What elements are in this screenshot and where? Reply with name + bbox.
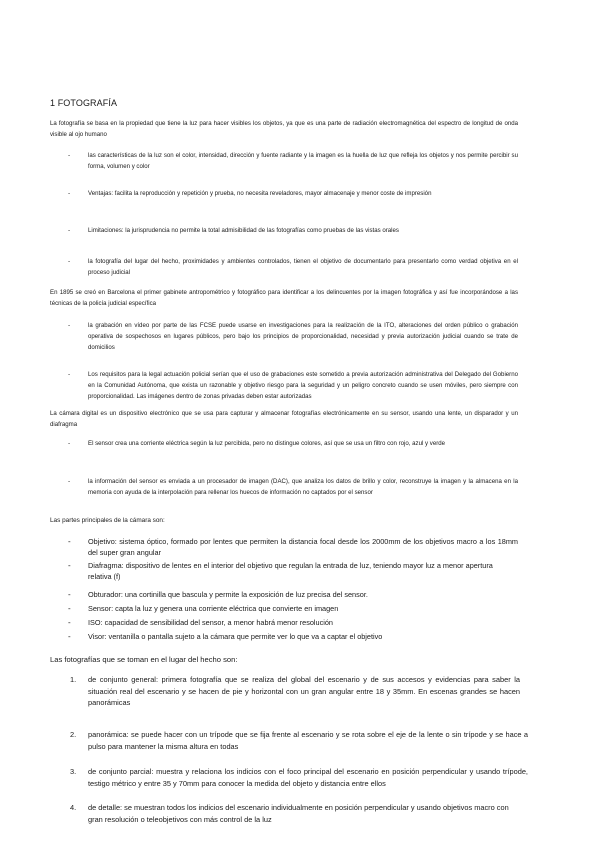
list-marker: - — [68, 152, 71, 159]
list-item: la grabación en vídeo por parte de las FCSE puede usarse en investigaciones para la realización de la ITO, alteraciones del orden público o grabación operativa de sospechosos en lugares públicos, pero bajo los principios de proporcionalidad, necesidad y previa autorización judicial cuando se trate de domicilios — [88, 322, 518, 351]
list-marker: - — [68, 561, 71, 570]
list-item: la información del sensor es enviada a un procesador de imagen (DAC), que analiza los datos de brillo y color, reconstruye la imagen y la almacena en la memoria con ayuda de la interpolación para rellenar los huecos de información no captados por el sensor — [88, 478, 518, 496]
shots-title: Las fotografías que se toman en el lugar del hecho son: — [50, 655, 238, 664]
list-item: Ventajas: facilita la reproducción y repetición y prueba, no necesita reveladores, mayor almacenaje y menor coste de impresión — [88, 190, 432, 197]
list-number: 2. — [70, 730, 77, 739]
list-item: la fotografía del lugar del hecho, proximidades y ambientes controlados, tienen el objetivo de documentarlo para presentarlo como verdad objetiva en el proceso judicial — [88, 258, 518, 276]
list-marker: - — [68, 440, 71, 447]
list-marker: - — [68, 604, 71, 613]
list-number: 4. — [70, 803, 77, 812]
list-item: Los requisitos para la legal actuación policial serían que el uso de grabaciones este sometido a previa autorización administrativa del Delegado del Gobierno en la Comunidad Autónoma, que exista un razonable y objetivo riesgo para la seguridad y un peligro concreto cuando se usen móviles, pero siempre con proporcionalidad. Las imágenes dentro de zonas privadas deben estar autorizadas — [88, 371, 518, 400]
list-item: las características de la luz son el color, intensidad, dirección y fuente radiante y la imagen es la huella de luz que refleja los objetos y nos permite percibir su forma, volumen y color — [88, 152, 518, 170]
list-item: Objetivo: sistema óptico, formado por lentes que permiten la distancia focal desde los 2000mm de los objetivos macro a los 18mm del super gran angular — [88, 537, 518, 557]
list-marker: - — [68, 537, 71, 546]
parts-title: Las partes principales de la cámara son: — [50, 517, 165, 524]
list-marker: - — [68, 258, 71, 265]
list-marker: - — [68, 227, 71, 234]
list-marker: - — [68, 478, 71, 485]
list-number: 3. — [70, 767, 77, 776]
list-item: ISO: capacidad de sensibilidad del sensor, a menor habrá menor resolución — [88, 618, 333, 627]
list-item: Sensor: capta la luz y genera una corriente eléctrica que convierte en imagen — [88, 604, 339, 613]
camera-intro-paragraph: La cámara digital es un dispositivo electrónico que se usa para capturar y almacenar fotografías electrónicamente en su sensor, usando una lente, un disparador y un diafragma — [50, 410, 518, 428]
list-marker: - — [68, 322, 71, 329]
section-heading: 1 FOTOGRAFÍA — [50, 98, 118, 108]
list-item: de conjunto parcial: muestra y relaciona los indicios con el foco principal del escenario en posición perpendicular y usando trípode, testigo métrico y entre 35 y 70mm para conocer la medida del objeto y distancia entre ellos — [88, 767, 528, 788]
list-item: panorámica: se puede hacer con un trípode que se fija frente al escenario y se rota sobre el eje de la lente o sin trípode y se hace a pulso para mantener la misma altura en todas — [88, 730, 528, 751]
list-marker: - — [68, 618, 71, 627]
list-marker: - — [68, 371, 71, 378]
list-item: Diafragma: dispositivo de lentes en el interior del objetivo que regulan la entrada de luz, teniendo mayor luz a menor apertura relativa (f) — [88, 561, 493, 581]
list-marker: - — [68, 190, 71, 197]
list-item: de detalle: se muestran todos los indicios del escenario individualmente en posición perpendicular y usando objetivos macro con gran resolución o teleobjetivos con más control de la luz — [88, 803, 509, 824]
list-item: El sensor crea una corriente eléctrica según la luz percibida, pero no distingue colores, así que se usa un filtro con rojo, azul y verde — [88, 440, 446, 447]
intro-paragraph: La fotografía se basa en la propiedad que tiene la luz para hacer visibles los objetos, ya que es una parte de radiación electromagnética del espectro de longitud de onda visible al ojo humano — [50, 120, 518, 138]
list-item: de conjunto general: primera fotografía que se realiza del global del escenario y de sus accesos y evidencias para saber la situación real del escenario y se hacen de pie y horizontal con un gran angular entre 18 y 35mm. En escenas grandes se hacen panorámicas — [88, 675, 520, 707]
list-item: Visor: ventanilla o pantalla sujeto a la cámara que permite ver lo que va a captar el objetivo — [88, 632, 383, 641]
history-paragraph: En 1895 se creó en Barcelona el primer gabinete antropométrico y fotográfico para identificar a los delincuentes por la imagen fotográfica y así fue incorporándose a las técnicas de la policía judicial específica — [50, 289, 518, 307]
list-item: Obturador: una cortinilla que bascula y permite la exposición de luz precisa del sensor. — [88, 590, 368, 599]
list-marker: - — [68, 632, 71, 641]
list-marker: - — [68, 590, 71, 599]
list-number: 1. — [70, 675, 77, 684]
list-item: Limitaciones: la jurisprudencia no permite la total admisibilidad de las fotografías como pruebas de las vistas orales — [88, 227, 399, 234]
